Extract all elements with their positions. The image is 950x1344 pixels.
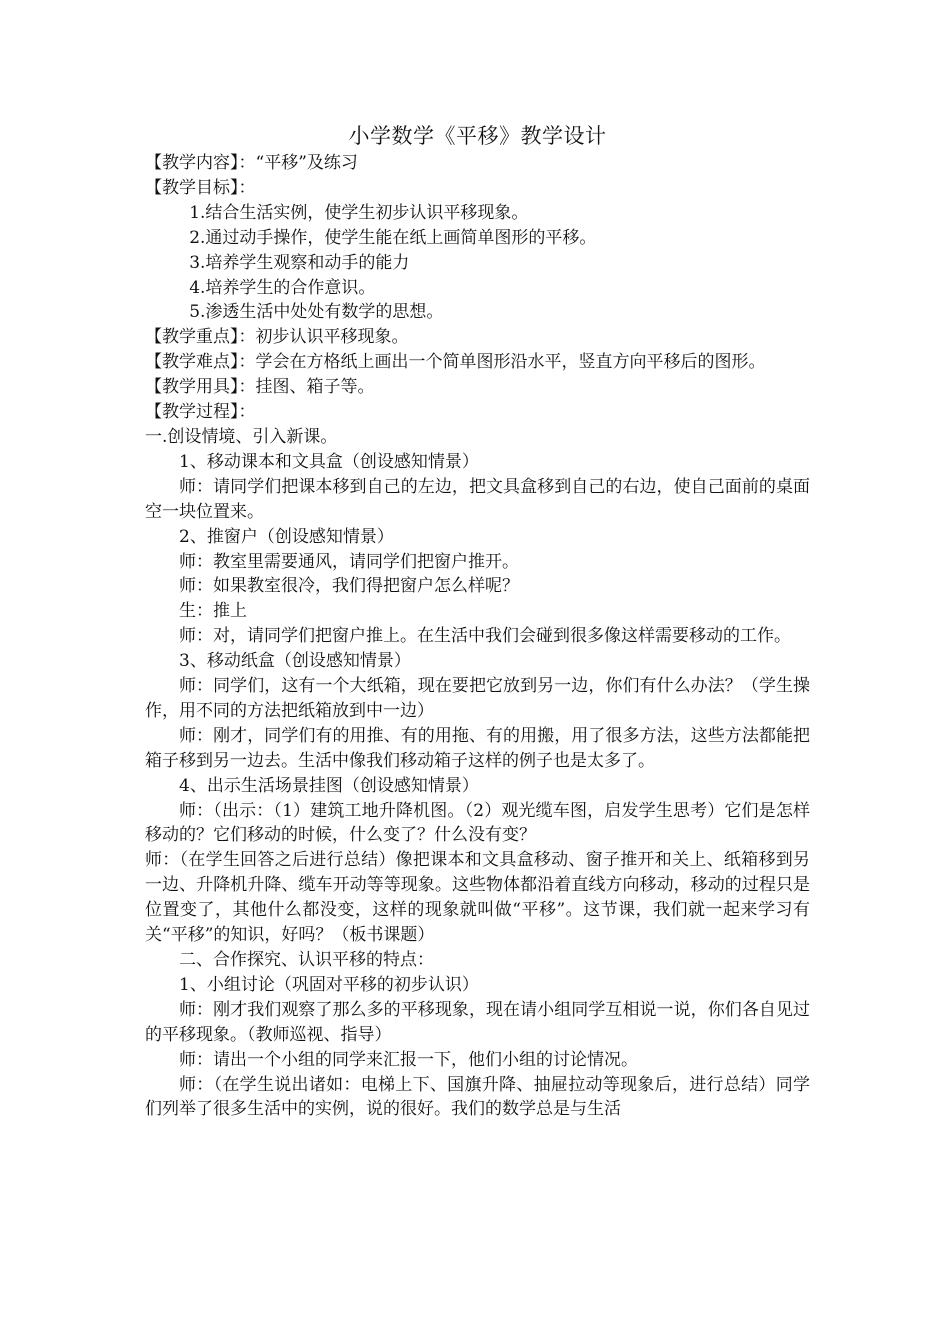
paragraph: 生：推上 (179, 601, 247, 622)
paragraph-list (145, 151, 810, 1122)
paragraph: 师：（在学生说出诸如：电梯上下、国旗升降、抽屉拉动等现象后，进行总结）同学们列举了很多生活中的实例，说的很好。我们的数学总是与生活 (145, 1074, 810, 1120)
paragraph: 1.结合生活实例，使学生初步认识平移现象。 (189, 202, 529, 223)
paragraph: 师：同学们，这有一个大纸箱，现在要把它放到另一边，你们有什么办法？（学生操作，用不同的方法把纸箱放到中一边） (145, 676, 810, 721)
paragraph: 师：对，请同学们把窗户推上。在生活中我们会碰到很多像这样需要移动的工作。 (179, 626, 791, 647)
paragraph: 【教学过程】： (145, 402, 256, 423)
paragraph: 1、小组讨论（巩固对平移的初步认识） (179, 974, 479, 995)
paragraph: 师：刚才我们观察了那么多的平移现象，现在请小组同学互相说一说，你们各自见过的平移现象。（教师巡视、指导） (145, 999, 810, 1045)
paragraph: 【教学难点】：学会在方格纸上画出一个简单图形沿水平，竖直方向平移后的图形。 (145, 352, 766, 373)
paragraph: 3、移动纸盒（创设感知情景） (179, 651, 411, 672)
document-body (145, 121, 810, 1122)
paragraph: 师：请同学们把课本移到自己的左边，把文具盒移到自己的右边，使自己面前的桌面空一块位置来。 (145, 476, 810, 522)
paragraph: 师：刚才，同学们有的用推、有的用拖、有的用搬，用了很多方法，这些方法都能把箱子移到另一边去。生活中像我们移动箱子这样的例子也是太多了。 (145, 725, 810, 771)
paragraph: 师：（出示：（1）建筑工地升降机图。（2）观光缆车图，启发学生思考）它们是怎样移动的？它们移动的时候，什么变了？什么没有变？ (145, 800, 810, 846)
paragraph: 4.培养学生的合作意识。 (189, 277, 376, 298)
paragraph: 【教学用具】：挂图、箱子等。 (145, 377, 375, 398)
document-title: 小学数学《平移》教学设计 (348, 124, 607, 148)
paragraph: 5.渗透生活中处处有数学的思想。 (189, 302, 444, 323)
paragraph: 师：教室里需要通风，请同学们把窗户推开。 (179, 551, 519, 572)
paragraph: 【教学目标】： (145, 177, 256, 198)
paragraph: 师：（在学生回答之后进行总结）像把课本和文具盒移动、窗子推开和关上、纸箱移到另一边、升降机升降、缆车开动等等现象。这些物体都沿着直线方向移动，移动的过程只是位置变了，其他什么都没变，这样的现象就叫做“平移”。这节课，我们就一起来学习有关“平移”的知识，好吗？（板书课题） (145, 850, 810, 946)
paragraph: 【教学重点】：初步认识平移现象。 (145, 327, 409, 348)
paragraph: 4、出示生活场景挂图（创设感知情景） (179, 775, 479, 796)
paragraph: 2.通过动手操作，使学生能在纸上画简单图形的平移。 (189, 227, 597, 248)
paragraph: 师：请出一个小组的同学来汇报一下，他们小组的讨论情况。 (179, 1049, 638, 1070)
paragraph: 师：如果教室很冷，我们得把窗户怎么样呢？ (179, 576, 519, 597)
paragraph: 3.培养学生观察和动手的能力 (189, 252, 410, 273)
paragraph: 2、推窗户（创设感知情景） (179, 526, 394, 547)
paragraph: 一.创设情境、引入新课。 (145, 426, 338, 447)
paragraph: 1、移动课本和文具盒（创设感知情景） (179, 451, 479, 472)
paragraph: 【教学内容】：“平移”及练习 (145, 153, 358, 173)
paragraph: 二、合作探究、认识平移的特点： (179, 950, 434, 970)
